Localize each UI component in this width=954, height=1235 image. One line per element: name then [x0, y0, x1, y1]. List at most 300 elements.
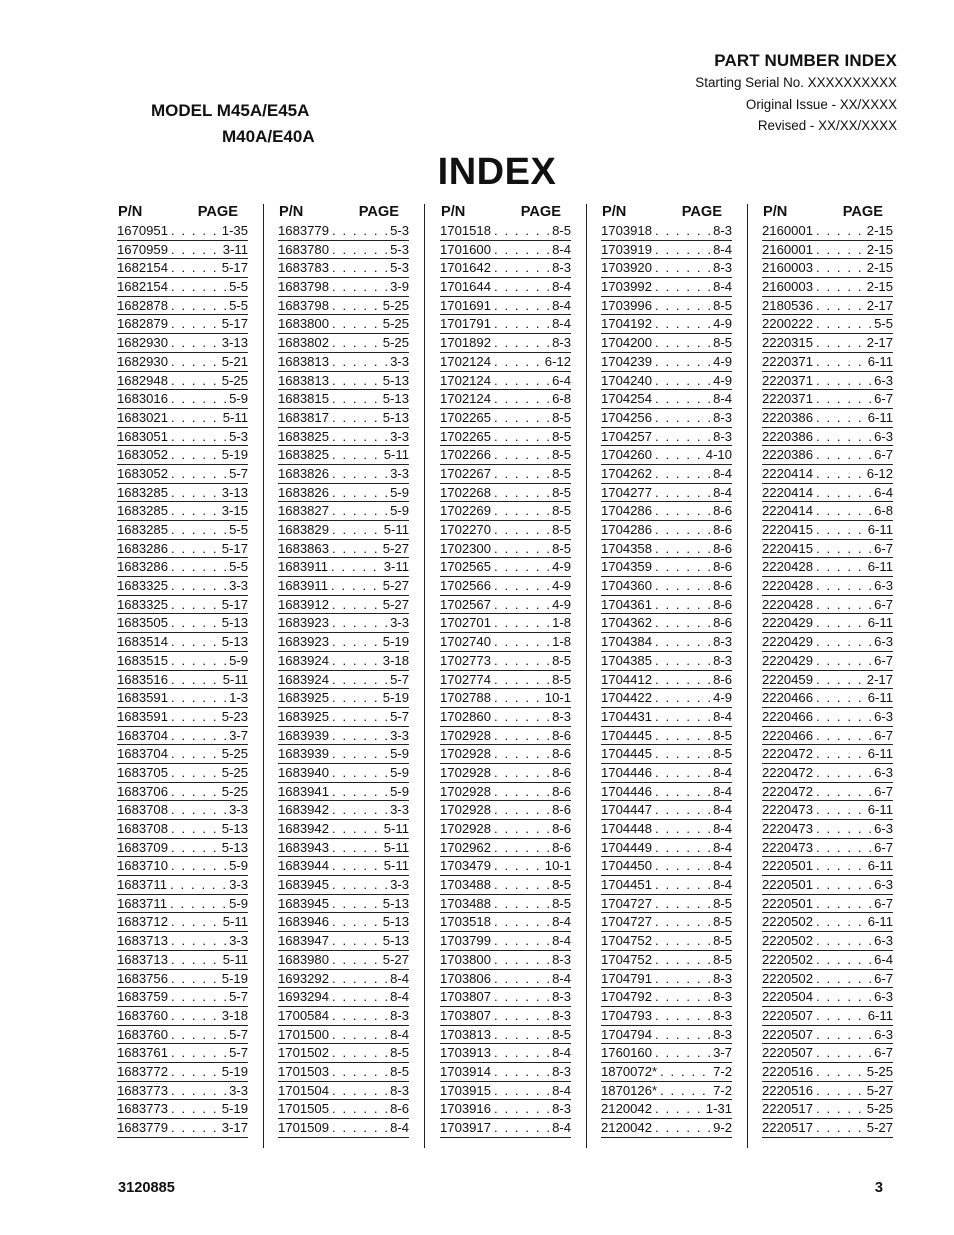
page-reference: 6-11 — [867, 522, 893, 537]
page-reference: 6-7 — [874, 895, 893, 911]
part-number: 1704239 — [601, 353, 652, 369]
index-column — [117, 202, 248, 1138]
page-reference: 8-5 — [713, 895, 732, 911]
leader-dots — [491, 259, 552, 277]
page-reference: 5-17 — [221, 596, 248, 612]
leader-dots — [329, 820, 384, 838]
leader-dots — [491, 1082, 552, 1100]
page-reference: 3-13 — [221, 335, 248, 351]
index-entry — [278, 1026, 409, 1045]
index-entry — [278, 951, 409, 970]
page-reference: 8-4 — [552, 1120, 571, 1135]
index-entry — [762, 745, 893, 764]
part-number: 1704445 — [601, 727, 652, 743]
part-number: 1703479 — [440, 858, 491, 874]
page-reference: 2-17 — [866, 335, 893, 351]
part-number: 1704431 — [601, 708, 652, 724]
part-number: 1683911 — [278, 578, 329, 594]
index-entry — [440, 446, 571, 465]
leader-dots — [652, 895, 713, 913]
leader-dots — [329, 297, 383, 315]
page-reference: 8-3 — [390, 1082, 409, 1098]
index-entry — [278, 652, 409, 671]
index-entry — [117, 596, 248, 615]
leader-dots — [168, 820, 222, 838]
index-entry — [278, 783, 409, 802]
page-reference: 6-4 — [552, 372, 571, 388]
index-entry — [440, 540, 571, 559]
leader-dots — [329, 372, 383, 390]
leader-dots — [329, 259, 390, 277]
column-header — [601, 202, 732, 222]
index-entry — [117, 727, 248, 746]
index-column — [440, 202, 571, 1138]
index-entry — [762, 913, 893, 932]
leader-dots — [168, 428, 229, 446]
leader-dots — [491, 1026, 552, 1044]
leader-dots — [329, 708, 390, 726]
leader-dots — [491, 484, 552, 502]
part-number: 1683285 — [117, 503, 168, 519]
page-reference: 8-3 — [713, 223, 732, 238]
part-number: 1670951 — [117, 223, 168, 238]
part-number: 1682878 — [117, 297, 168, 313]
part-number: 2220472 — [762, 783, 813, 799]
leader-dots — [168, 633, 222, 651]
part-number: 1703919 — [601, 241, 652, 257]
page-reference: 8-4 — [552, 316, 571, 332]
leader-dots — [329, 652, 383, 670]
leader-dots — [491, 241, 552, 259]
leader-dots — [491, 764, 552, 782]
page-reference: 8-3 — [713, 409, 732, 425]
index-entry — [440, 1100, 571, 1119]
page-reference: 5-25 — [866, 1063, 893, 1079]
part-number: 1683829 — [278, 522, 329, 537]
page-header: PAGE — [197, 204, 238, 220]
index-entry — [601, 353, 732, 372]
part-number: 1683944 — [278, 858, 329, 874]
index-entry — [762, 259, 893, 278]
leader-dots — [652, 521, 713, 539]
leader-dots — [329, 988, 390, 1006]
part-number: 1704256 — [601, 409, 652, 425]
page-reference: 5-23 — [221, 708, 248, 724]
part-number: 2220466 — [762, 690, 813, 706]
index-entry — [762, 334, 893, 353]
part-number: 2220429 — [762, 652, 813, 668]
index-entry — [117, 409, 248, 428]
page-reference: 3-3 — [390, 877, 409, 893]
leader-dots — [491, 1063, 552, 1081]
leader-dots — [168, 558, 229, 576]
page-reference: 5-13 — [221, 615, 248, 631]
index-entry — [278, 465, 409, 484]
leader-dots — [813, 895, 874, 913]
page-reference: 8-4 — [713, 465, 732, 481]
index-entry — [278, 913, 409, 932]
page-reference: 5-7 — [229, 1026, 248, 1042]
part-number: 1704254 — [601, 391, 652, 407]
page-reference: 8-4 — [713, 391, 732, 407]
page-reference: 2-17 — [866, 297, 893, 313]
page-reference: 8-5 — [713, 933, 732, 949]
model-line-2: M40A/E40A — [222, 127, 315, 146]
page-reference: 8-6 — [713, 615, 732, 631]
index-entry — [440, 671, 571, 690]
leader-dots — [168, 409, 223, 427]
part-number: 1702269 — [440, 503, 491, 519]
part-number: 1683772 — [117, 1063, 168, 1079]
page-reference: 8-3 — [713, 1007, 732, 1023]
page-reference: 8-4 — [713, 821, 732, 836]
leader-dots — [813, 671, 867, 689]
part-number: 1683709 — [117, 839, 168, 855]
index-entry — [601, 689, 732, 708]
part-number: 1704451 — [601, 877, 652, 893]
page-reference: 8-6 — [552, 746, 571, 762]
leader-dots — [168, 614, 222, 632]
page-reference: 8-5 — [552, 540, 571, 556]
index-entry — [762, 970, 893, 989]
page-reference: 5-9 — [229, 895, 248, 911]
index-entry — [278, 446, 409, 465]
index-entry — [117, 278, 248, 297]
leader-dots — [652, 970, 713, 988]
leader-dots — [491, 446, 552, 464]
part-number: 1704792 — [601, 989, 652, 1005]
part-number: 2120042 — [601, 1101, 652, 1117]
page-reference: 8-4 — [713, 858, 732, 874]
index-entry — [278, 932, 409, 951]
part-number: 1704262 — [601, 465, 652, 481]
leader-dots — [329, 764, 390, 782]
part-number: 1683773 — [117, 1082, 168, 1098]
page-reference: 6-3 — [874, 989, 893, 1005]
leader-dots — [652, 1007, 713, 1025]
page-reference: 1-3 — [229, 690, 248, 706]
index-entry — [601, 820, 732, 839]
part-number: 2220414 — [762, 503, 813, 519]
index-entry — [440, 727, 571, 746]
part-number: 1703806 — [440, 970, 491, 986]
part-number: 2220504 — [762, 989, 813, 1005]
page-reference: 6-3 — [874, 1026, 893, 1042]
page-reference: 5-25 — [221, 746, 248, 762]
page-reference: 8-5 — [552, 409, 571, 425]
page-reference: 8-5 — [713, 914, 732, 930]
page-reference: 5-25 — [221, 372, 248, 388]
leader-dots — [168, 708, 222, 726]
page-reference: 6-3 — [874, 933, 893, 949]
page-reference: 5-11 — [222, 409, 248, 425]
page-reference: 2-15 — [866, 260, 893, 276]
index-entry — [440, 372, 571, 391]
index-entry — [278, 428, 409, 447]
page-reference: 6-7 — [874, 652, 893, 668]
part-number: 1702270 — [440, 522, 491, 537]
index-entry — [601, 1026, 732, 1045]
index-entry — [762, 353, 893, 372]
page-reference: 8-4 — [390, 1026, 409, 1042]
part-number: 1683505 — [117, 615, 168, 631]
index-entry — [601, 671, 732, 690]
page-reference: 8-5 — [390, 1063, 409, 1079]
page-reference: 5-11 — [383, 447, 409, 463]
page-reference: 8-5 — [552, 895, 571, 911]
page-reference: 5-5 — [229, 559, 248, 575]
index-entry — [440, 502, 571, 521]
page-reference: 5-7 — [390, 708, 409, 724]
page-reference: 5-9 — [390, 746, 409, 762]
page-reference: 5-5 — [229, 522, 248, 537]
index-entry — [601, 372, 732, 391]
page-reference: 1-8 — [552, 615, 571, 631]
part-number: 2220429 — [762, 634, 813, 650]
page-reference: 2-15 — [866, 241, 893, 257]
part-number: 2220415 — [762, 540, 813, 556]
index-entry — [762, 1100, 893, 1119]
page-reference: 6-3 — [874, 877, 893, 893]
index-entry — [278, 241, 409, 260]
page-reference: 5-19 — [221, 1101, 248, 1117]
part-number: 1704446 — [601, 764, 652, 780]
page-reference: 6-3 — [874, 428, 893, 444]
part-number: 1704794 — [601, 1026, 652, 1042]
leader-dots — [657, 1063, 713, 1081]
leader-dots — [652, 222, 713, 240]
leader-dots — [491, 801, 552, 819]
part-number: 1702928 — [440, 821, 491, 836]
page-header: PAGE — [520, 204, 561, 220]
leader-dots — [491, 839, 552, 857]
index-entry — [440, 951, 571, 970]
part-number: 1683286 — [117, 540, 168, 556]
leader-dots — [652, 727, 713, 745]
index-entry — [278, 801, 409, 820]
leader-dots — [168, 857, 229, 875]
index-entry — [601, 1100, 732, 1119]
index-entry — [278, 614, 409, 633]
index-entry — [440, 633, 571, 652]
index-entry — [601, 259, 732, 278]
part-number: 2220386 — [762, 447, 813, 463]
part-number: 2160003 — [762, 279, 813, 295]
leader-dots — [652, 278, 713, 296]
leader-dots — [652, 633, 713, 651]
page-reference: 6-11 — [867, 353, 893, 369]
leader-dots — [652, 671, 713, 689]
leader-dots — [652, 315, 713, 333]
page-reference: 8-4 — [713, 802, 732, 818]
index-entry — [762, 932, 893, 951]
part-number: 2220502 — [762, 951, 813, 967]
part-number: 1703813 — [440, 1026, 491, 1042]
part-number: 1683759 — [117, 989, 168, 1005]
page-reference: 8-4 — [552, 914, 571, 930]
index-entry — [440, 1026, 571, 1045]
index-entry — [601, 596, 732, 615]
leader-dots — [813, 913, 868, 931]
page-reference: 5-11 — [383, 839, 409, 855]
page-reference: 5-11 — [222, 914, 248, 930]
part-number: 1683779 — [278, 223, 329, 238]
leader-dots — [168, 1063, 222, 1081]
page-reference: 7-2 — [713, 1063, 732, 1079]
part-number: 1682154 — [117, 260, 168, 276]
leader-dots — [813, 1119, 867, 1137]
index-entry — [278, 222, 409, 241]
page-reference: 3-3 — [229, 877, 248, 893]
leader-dots — [491, 988, 552, 1006]
part-number: 1702928 — [440, 764, 491, 780]
index-entry — [278, 970, 409, 989]
page-reference: 5-9 — [229, 858, 248, 874]
page-reference: 8-5 — [552, 652, 571, 668]
part-number: 1701504 — [278, 1082, 329, 1098]
part-number: 1703915 — [440, 1082, 491, 1098]
leader-dots — [329, 502, 390, 520]
index-entry — [440, 297, 571, 316]
index-entry — [601, 465, 732, 484]
part-number: 1683779 — [117, 1120, 168, 1135]
page-reference: 8-3 — [552, 989, 571, 1005]
index-entry — [278, 353, 409, 372]
page-reference: 8-5 — [713, 297, 732, 313]
part-number: 1703800 — [440, 951, 491, 967]
page-reference: 5-7 — [229, 1045, 248, 1061]
page-reference: 8-5 — [552, 447, 571, 463]
leader-dots — [329, 446, 384, 464]
column-divider — [586, 204, 587, 1148]
part-number: 1683710 — [117, 858, 168, 874]
page-reference: 6-11 — [867, 690, 893, 706]
page-reference: 5-25 — [382, 297, 409, 313]
page-reference: 6-7 — [874, 1045, 893, 1061]
part-number: 2220415 — [762, 522, 813, 537]
part-number: 1704277 — [601, 484, 652, 500]
page-reference: 8-4 — [713, 484, 732, 500]
part-number: 1683798 — [278, 297, 329, 313]
page-reference: 8-4 — [713, 279, 732, 295]
part-number: 1682154 — [117, 279, 168, 295]
part-number: 1870126* — [601, 1082, 658, 1098]
index-entry — [601, 577, 732, 596]
leader-dots — [168, 671, 223, 689]
index-entry — [440, 783, 571, 802]
leader-dots — [491, 428, 552, 446]
part-number: 1704412 — [601, 671, 652, 687]
part-number: 1704359 — [601, 559, 652, 575]
page-reference: 8-5 — [713, 727, 732, 743]
leader-dots — [652, 1119, 713, 1137]
page-reference: 8-4 — [713, 877, 732, 893]
index-entry — [117, 970, 248, 989]
index-entry — [762, 633, 893, 652]
leader-dots — [329, 1026, 390, 1044]
part-number: 2220517 — [762, 1101, 813, 1117]
leader-dots — [813, 839, 874, 857]
index-entry — [278, 297, 409, 316]
page-reference: 8-3 — [390, 1007, 409, 1023]
leader-dots — [813, 932, 874, 950]
leader-dots — [329, 390, 383, 408]
index-entry — [440, 259, 571, 278]
index-entry — [762, 1026, 893, 1045]
page-reference: 6-7 — [874, 596, 893, 612]
page-reference: 8-4 — [552, 1082, 571, 1098]
index-entry — [278, 708, 409, 727]
page-reference: 5-11 — [222, 671, 248, 687]
part-number: 1704200 — [601, 335, 652, 351]
index-entry — [440, 1063, 571, 1082]
index-entry — [440, 689, 571, 708]
leader-dots — [329, 727, 390, 745]
part-number: 1701500 — [278, 1026, 329, 1042]
part-number: 1683827 — [278, 503, 329, 519]
page-reference: 5-25 — [221, 783, 248, 799]
index-entry — [117, 465, 248, 484]
index-entry — [601, 652, 732, 671]
page-reference: 6-11 — [867, 559, 893, 575]
part-number: 1683802 — [278, 335, 329, 351]
index-entry — [762, 951, 893, 970]
index-entry — [278, 390, 409, 409]
part-number: 2220428 — [762, 559, 813, 575]
index-entry — [440, 484, 571, 503]
page-reference: 5-13 — [382, 372, 409, 388]
index-entry — [440, 708, 571, 727]
index-entry — [117, 1100, 248, 1119]
leader-dots — [329, 1007, 390, 1025]
leader-dots — [813, 783, 874, 801]
page-reference: 3-18 — [382, 652, 409, 668]
leader-dots — [168, 353, 222, 371]
leader-dots — [652, 783, 713, 801]
leader-dots — [652, 839, 713, 857]
part-number: 1704791 — [601, 970, 652, 986]
leader-dots — [813, 857, 868, 875]
part-number: 1704445 — [601, 746, 652, 762]
part-number: 1701644 — [440, 279, 491, 295]
index-entry — [601, 708, 732, 727]
leader-dots — [813, 1044, 874, 1062]
page-reference: 5-9 — [229, 652, 248, 668]
page-reference: 5-9 — [390, 484, 409, 500]
page-reference: 3-3 — [229, 1082, 248, 1098]
part-number: 2220371 — [762, 353, 813, 369]
part-number: 2220517 — [762, 1120, 813, 1135]
index-entry — [762, 540, 893, 559]
index-entry — [117, 988, 248, 1007]
index-entry — [762, 820, 893, 839]
page-reference: 8-3 — [713, 260, 732, 276]
part-number: 1683980 — [278, 951, 329, 967]
page-reference: 6-11 — [867, 802, 893, 818]
page-reference: 5-19 — [382, 634, 409, 650]
index-entry — [278, 540, 409, 559]
leader-dots — [652, 465, 713, 483]
page-reference: 6-11 — [867, 914, 893, 930]
leader-dots — [813, 502, 874, 520]
index-entry — [762, 1119, 893, 1138]
leader-dots — [329, 521, 384, 539]
part-number: 1693292 — [278, 970, 329, 986]
index-entry — [117, 334, 248, 353]
page-reference: 6-11 — [867, 1007, 893, 1023]
page-reference: 8-6 — [713, 578, 732, 594]
index-entry — [117, 1044, 248, 1063]
